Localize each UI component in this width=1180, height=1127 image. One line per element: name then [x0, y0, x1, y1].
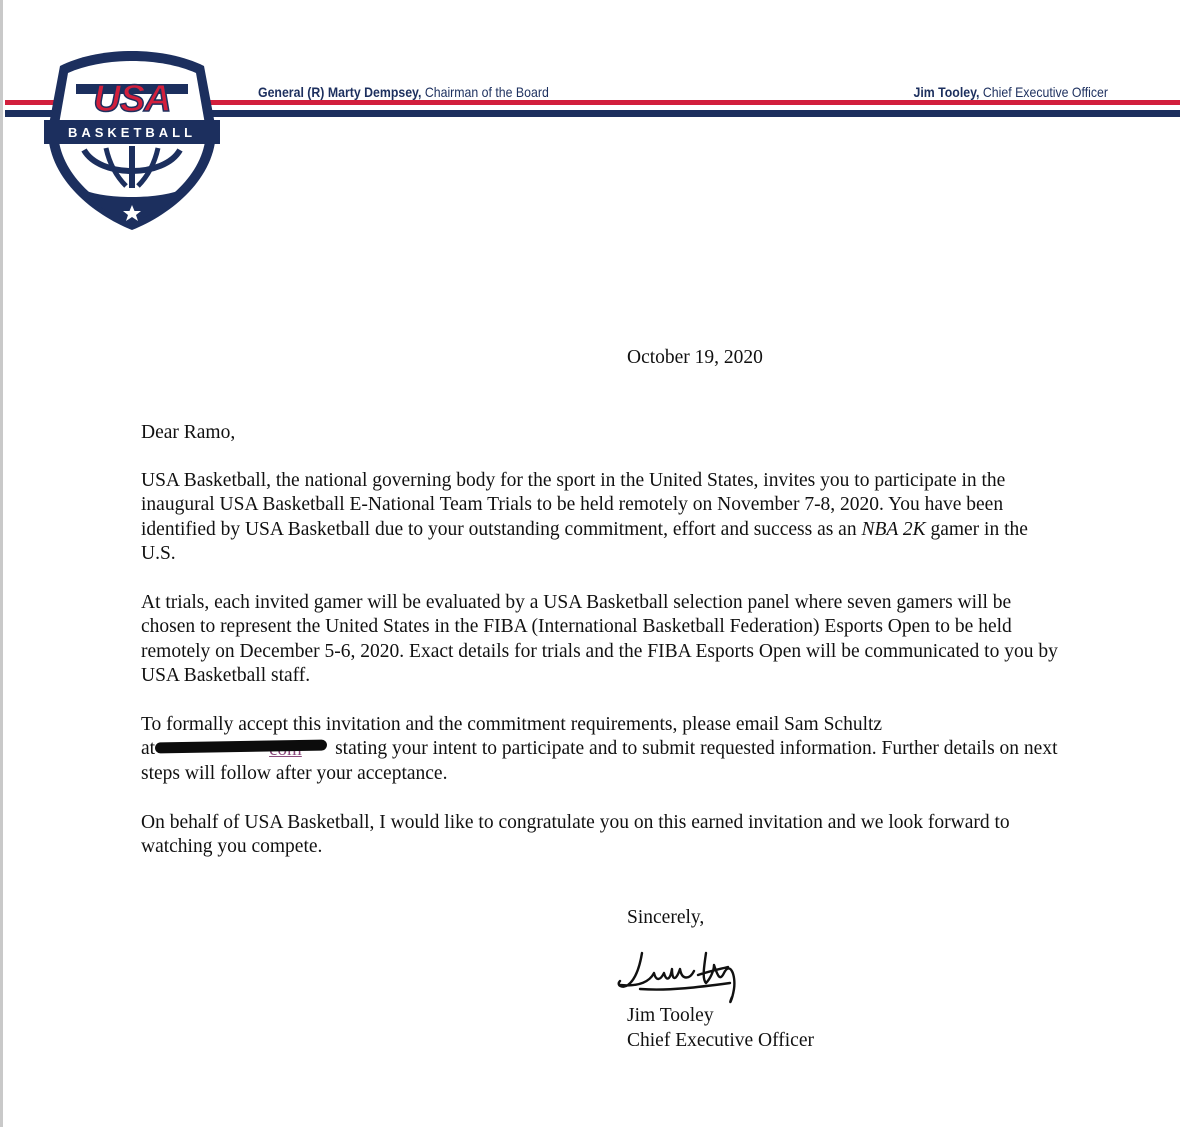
salutation-text: Dear Ramo,: [141, 422, 236, 443]
closing: Sincerely,: [627, 907, 705, 928]
header-chairman: [258, 84, 549, 100]
paragraph-trials-text: At trials, each invited gamer will be evaluated by a USA Basketball selection panel where seven gamers will be chosen to represent the United States in the FIBA (International Basketball Federation) Esports Open to be held remotely on December 5-6, 2020. Exact details for trials and the FIBA Esports Open will be communicated to you by USA Basketball staff.: [141, 592, 1058, 686]
logo-subtitle: BASKETBALL: [67, 125, 197, 140]
paragraph-accept-line1: To formally accept this invitation and the commitment requirements, please email Sam Schultz: [141, 714, 883, 735]
paragraph-accept-body: [141, 737, 1061, 786]
paragraph-invitation: [141, 469, 1061, 566]
salutation: [141, 421, 1061, 445]
chairman-title: Chairman of the Board: [421, 84, 549, 100]
paragraph-trials: [141, 591, 1061, 688]
paragraph-invitation-text: [141, 469, 1061, 566]
header-ceo: [914, 84, 1108, 100]
signer-title: Chief Executive Officer: [627, 1030, 814, 1051]
paragraph-congratulations-text: On behalf of USA Basketball, I would like to congratulate you on this earned invitation and we look forward to watching you compete.: [141, 812, 1010, 858]
paragraph-accept-rest: stating your intent to participate and to submit requested information. Further details on next steps will follow after your acceptance.: [141, 738, 1058, 784]
paragraph-accept-at: at: [141, 738, 156, 760]
paragraph-accept: [141, 713, 1061, 786]
chairman-name: General (R) Marty Dempsey,: [258, 84, 422, 100]
signer-name: Jim Tooley: [627, 1005, 714, 1026]
paragraph-congratulations: [141, 811, 1061, 860]
page-edge: [0, 0, 3, 1127]
paragraph1-part1: USA Basketball, the national governing body for the sport in the United States, invites you to participate in the inaugural USA Basketball E-National Team Trials to be held remotely on November 7-8, 2020. You have been identified by USA Basketball due to your outstanding commitment, effort and success as an: [141, 470, 1006, 540]
redacted-email-link[interactable]: [151, 738, 329, 756]
ceo-name: Jim Tooley,: [913, 84, 980, 100]
paragraph1-part2: gamer in the U.S.: [141, 518, 1028, 564]
usa-basketball-logo: [40, 38, 224, 234]
ceo-title: Chief Executive Officer: [979, 84, 1108, 100]
logo-wordmark: USA: [93, 78, 171, 120]
paragraph1-game-title: NBA 2K: [861, 518, 926, 540]
letter-date: October 19, 2020: [627, 347, 763, 368]
